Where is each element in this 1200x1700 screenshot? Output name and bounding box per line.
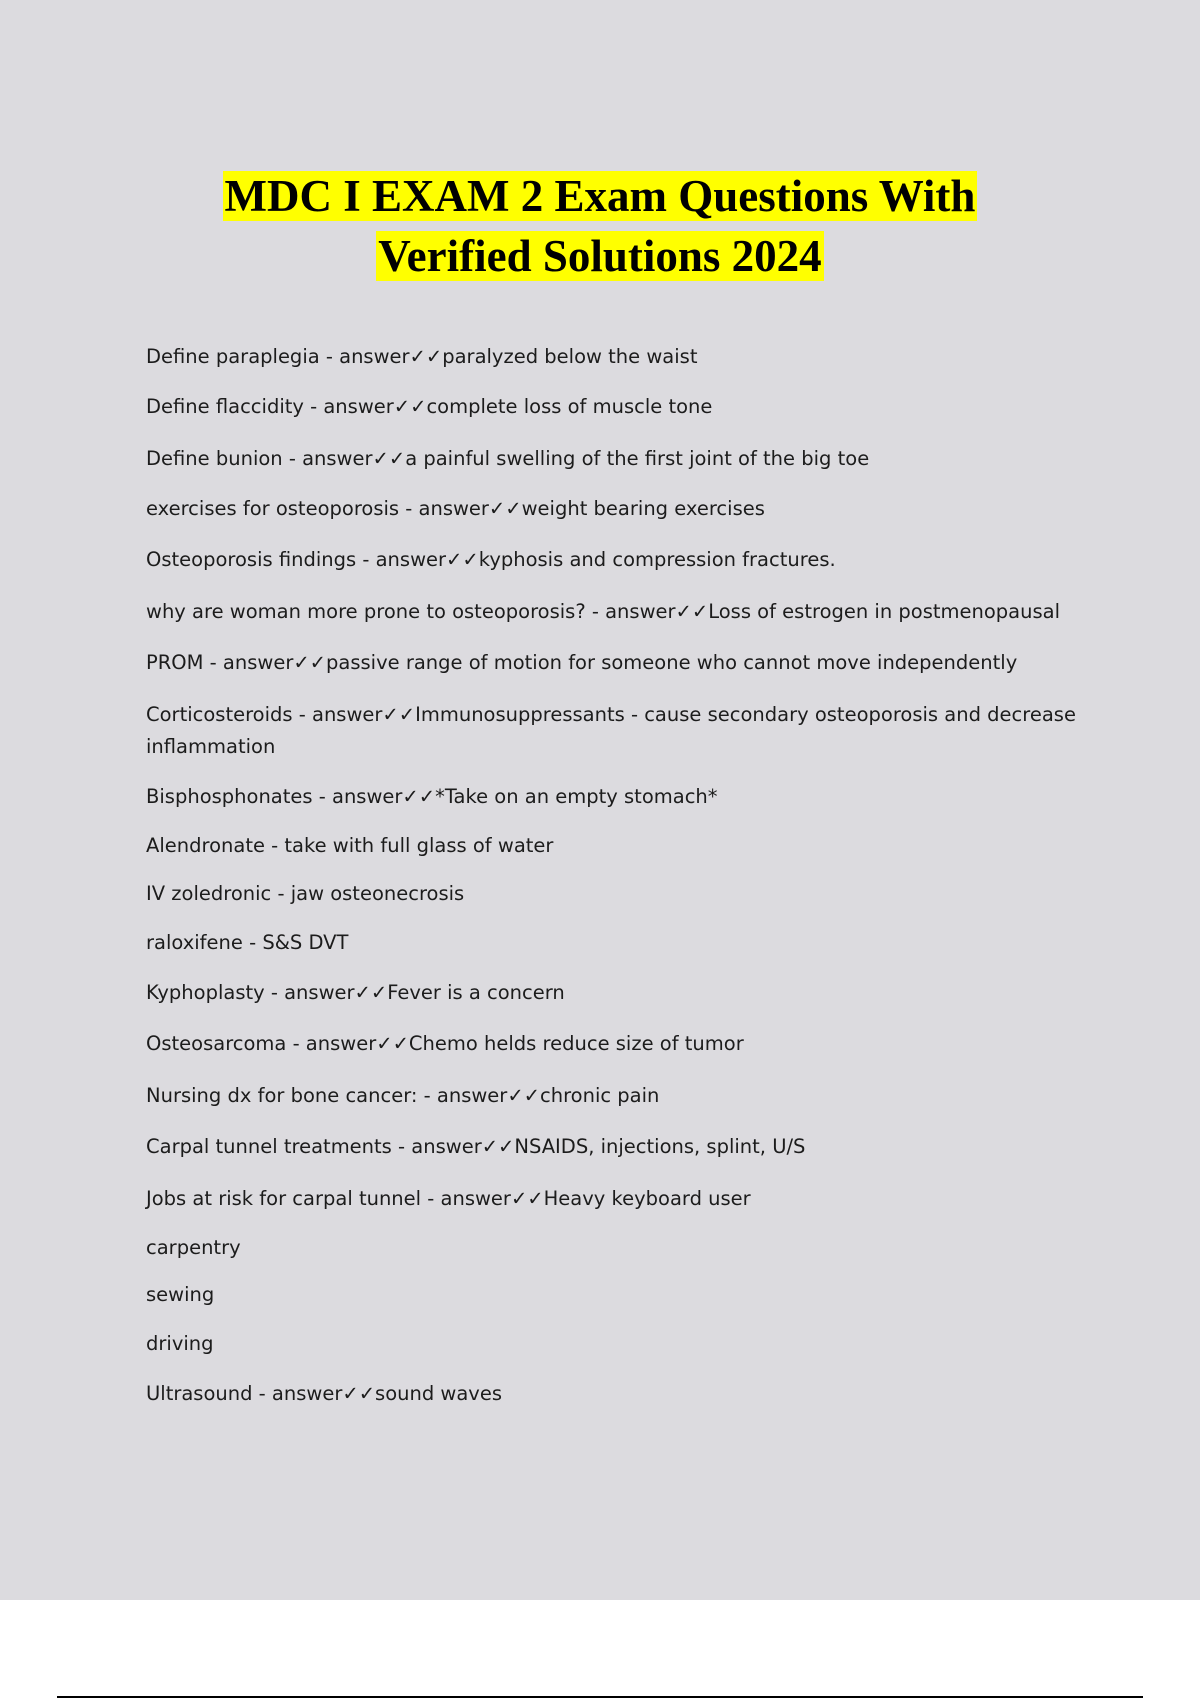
qa-entry: sewing [146,1283,215,1306]
footer-divider [57,1696,1143,1698]
qa-entry: raloxifene - S&S DVT [146,931,349,954]
qa-entry: exercises for osteoporosis - answer✓✓weight bearing exercises [146,497,765,520]
qa-entry: why are woman more prone to osteoporosis? - answer✓✓Loss of estrogen in postmenopausal [146,600,1061,623]
qa-entry: Corticosteroids - answer✓✓Immunosuppressants - cause secondary osteoporosis and decrease inflammation [146,703,1076,758]
title-line-2: Verified Solutions 2024 [378,231,822,281]
qa-entry: PROM - answer✓✓passive range of motion for someone who cannot move independently [146,651,1018,674]
qa-entry: IV zoledronic - jaw osteonecrosis [146,882,465,905]
qa-entry: Define flaccidity - answer✓✓complete loss of muscle tone [146,395,713,418]
qa-entry: Osteoporosis findings - answer✓✓kyphosis and compression fractures. [146,548,836,571]
qa-entry: Osteosarcoma - answer✓✓Chemo helds reduce size of tumor [146,1032,744,1055]
qa-entry: Bisphosphonates - answer✓✓*Take on an empty stomach* [146,785,718,808]
qa-entry: Alendronate - take with full glass of water [146,834,554,857]
page-footer-area [0,1600,1200,1700]
title-line-1: MDC I EXAM 2 Exam Questions With [224,171,976,221]
qa-entry: Kyphoplasty - answer✓✓Fever is a concern [146,981,565,1004]
qa-entry: Define bunion - answer✓✓a painful swelling of the first joint of the big toe [146,447,870,470]
qa-entry: Carpal tunnel treatments - answer✓✓NSAIDS, injections, splint, U/S [146,1135,806,1158]
qa-entry: driving [146,1332,214,1355]
document-title [0,166,1200,286]
qa-entry: Define paraplegia - answer✓✓paralyzed below the waist [146,345,698,368]
qa-entry: carpentry [146,1236,241,1259]
qa-entry: Jobs at risk for carpal tunnel - answer✓✓Heavy keyboard user [146,1187,751,1210]
qa-entry: Nursing dx for bone cancer: - answer✓✓chronic pain [146,1084,660,1107]
qa-entry: Ultrasound - answer✓✓sound waves [146,1382,503,1405]
